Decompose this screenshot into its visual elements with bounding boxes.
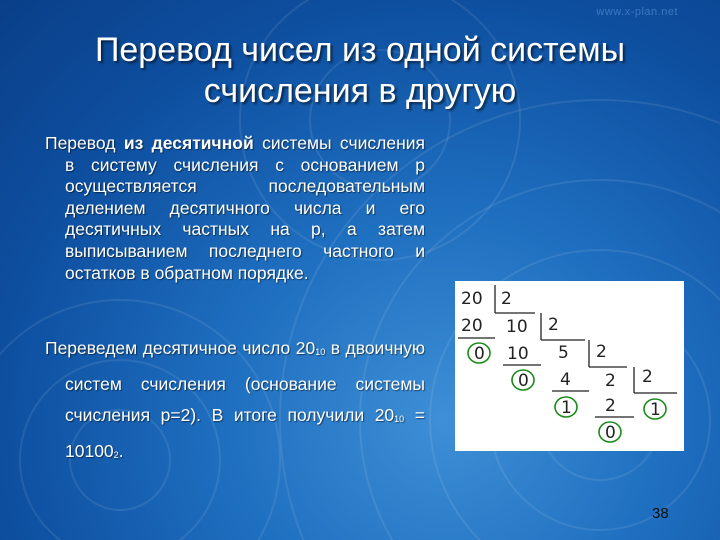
paragraph1-rest: системы счисления в систему счисления с основанием p осуществляется последовательным делением десятичного числа и его десятичных частных на р, а затем выписыванием последнего частного и остатков в обратном порядке. <box>65 133 425 283</box>
base-subscript: 10 <box>315 347 326 357</box>
example-text-mid: в двоичную систем счисления (основание системы счисления p=2). В итоге получили 20 <box>65 338 425 425</box>
remainder-value: 0 <box>518 371 529 391</box>
divisor-value: 2 <box>501 289 512 309</box>
division-figure <box>455 281 684 451</box>
base-subscript: 2 <box>113 449 119 460</box>
product-value: 10 <box>507 344 529 364</box>
example-equals: = 10100 <box>65 405 425 461</box>
paragraph1-bold-phrase: из десятичной <box>123 133 254 153</box>
dividend-value: 20 <box>461 289 483 309</box>
divisor-value: 2 <box>596 342 607 362</box>
product-value: 2 <box>605 396 616 416</box>
remainder-value: 0 <box>474 344 485 364</box>
divisor-value: 2 <box>548 315 559 335</box>
quotient-value: 10 <box>506 317 528 337</box>
example-text: Переведем десятичное число 20 <box>45 338 316 358</box>
watermark-text: www.x-plan.net <box>596 6 678 18</box>
remainder-value: 1 <box>561 398 572 418</box>
paragraph1-lead: Перевод <box>45 133 124 153</box>
page-number: 38 <box>652 505 669 522</box>
divisor-value: 2 <box>642 367 653 387</box>
division-diagram <box>455 281 684 451</box>
last-quotient-value: 1 <box>650 400 661 420</box>
product-value: 20 <box>461 316 483 336</box>
example-paragraph <box>45 333 425 471</box>
remainder-value: 0 <box>605 423 616 443</box>
slide-title: Перевод чисел из одной системы счисления в другую <box>94 31 626 110</box>
explanation-paragraph <box>45 133 425 284</box>
example-end: . <box>118 440 124 461</box>
product-value: 4 <box>560 370 571 390</box>
base-subscript: 10 <box>394 414 405 424</box>
quotient-value: 2 <box>605 371 616 391</box>
quotient-value: 5 <box>558 343 569 363</box>
